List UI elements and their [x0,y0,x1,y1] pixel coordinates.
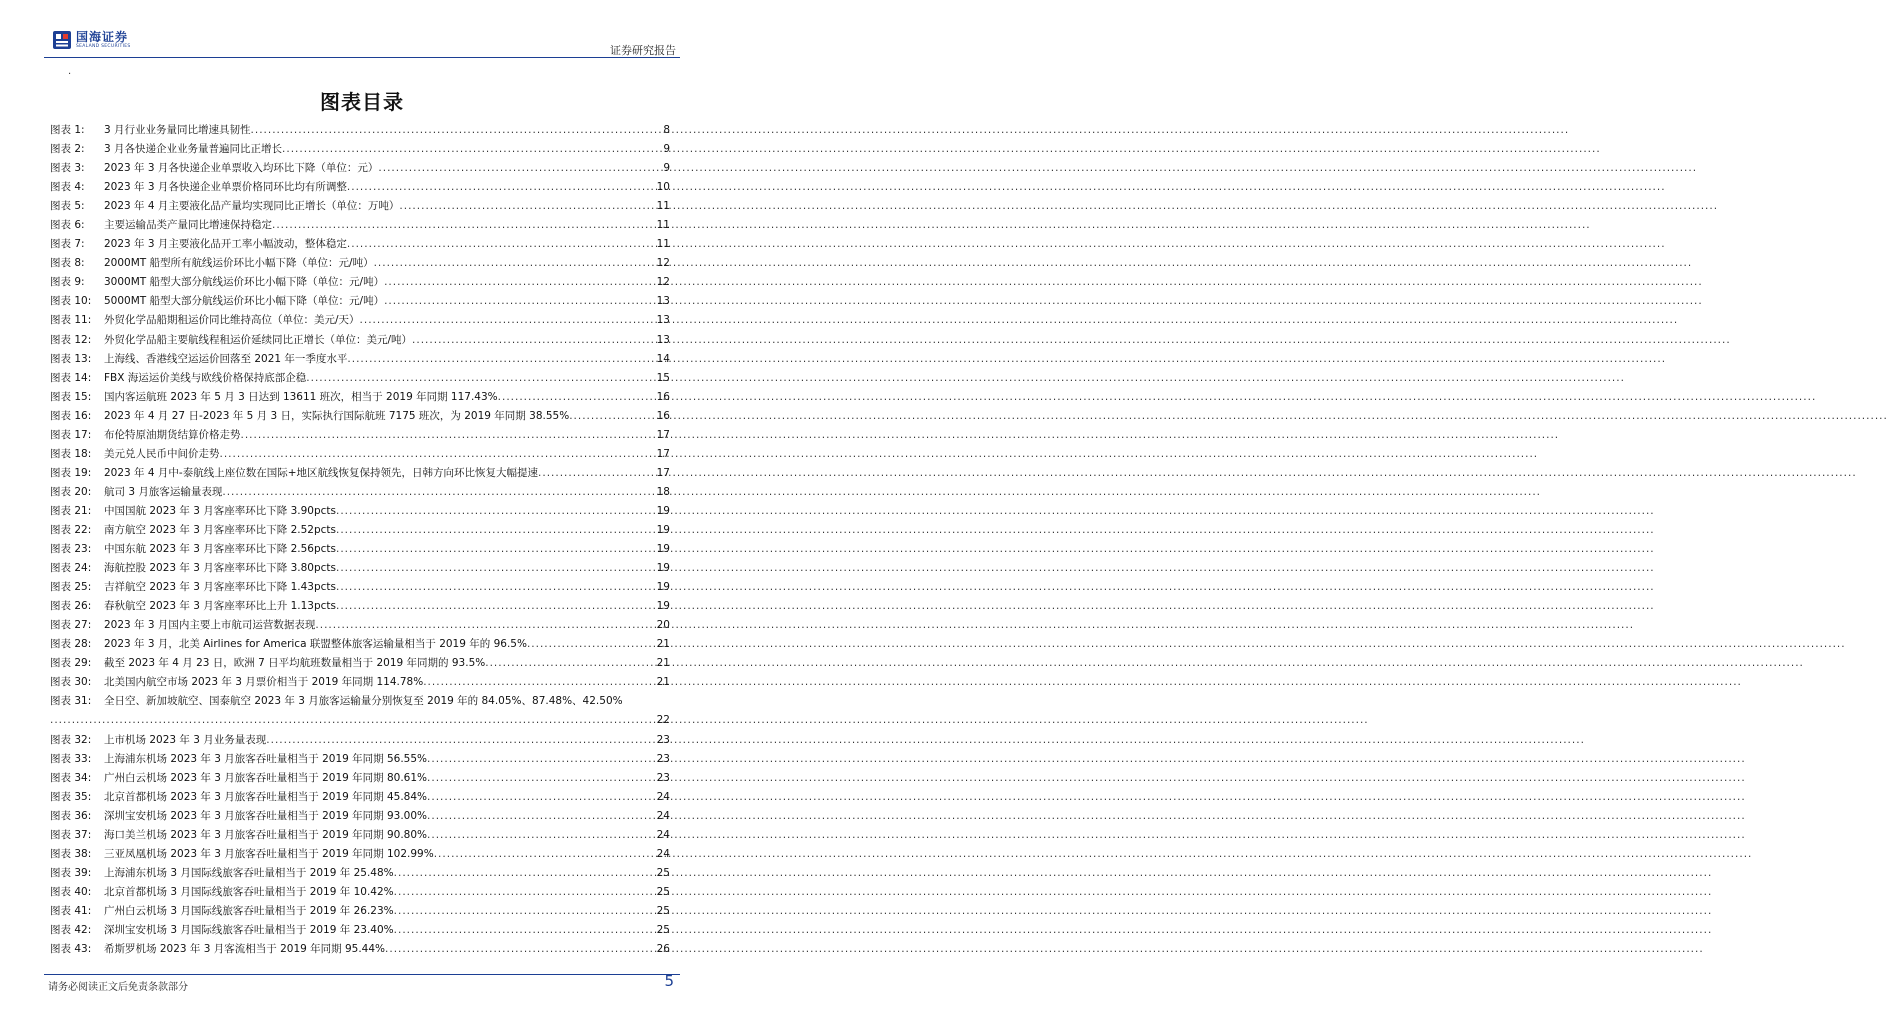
toc-entry[interactable] [50,940,670,959]
toc-entry-title: 5000MT 船型大部分航线运价环比小幅下降（单位：元/吨） [104,295,385,308]
toc-entry-title: FBX 海运运价美线与欧线价格保持底部企稳 [104,371,307,384]
toc-entry-page: 9 [663,143,670,156]
toc-entry-page: 12 [656,276,670,289]
toc-entry-title: 2023 年 4 月主要液化品产量均实现同比正增长（单位：万吨） [104,200,400,213]
toc-entry-title: 截至 2023 年 4 月 23 日，欧洲 7 日平均航班数量相当于 2019 年同期的 93.5% [104,657,486,670]
toc-entry-page: 19 [656,504,670,517]
toc-entry-label: 图表 36: [50,809,92,822]
toc-entry[interactable] [50,692,670,730]
toc-entry-label: 图表 38: [50,847,92,860]
toc-entry[interactable] [50,331,670,350]
toc-entry-title: 北美国内航空市场 2023 年 3 月票价相当于 2019 年同期 114.78% [104,676,424,689]
toc-entry-page: 18 [656,485,670,498]
toc-entry-page: 13 [656,314,670,327]
toc-entry[interactable] [50,369,670,388]
toc-entry-page: 19 [656,581,670,594]
toc-entry[interactable] [50,502,670,521]
toc-entry-title: 吉祥航空 2023 年 3 月客座率环比下降 1.43pcts [104,581,336,594]
toc-entry[interactable] [50,407,670,426]
toc-entry-label: 图表 5: [50,200,85,213]
toc-leader-dots [384,292,656,311]
toc-entry-page: 21 [656,676,670,689]
toc-entry-label: 图表 22: [50,523,92,536]
toc-entry-page: 24 [656,847,670,860]
company-logo [52,30,131,50]
toc-entry-label: 图表 1: [50,124,85,136]
toc-entry-page: 11 [656,238,670,251]
toc-entry-page: 25 [656,923,670,936]
toc-entry-title: 美元兑人民币中间价走势 [104,447,220,460]
toc-entry[interactable] [50,921,670,940]
toc-entry[interactable] [50,521,670,540]
toc-entry-label: 图表 8: [50,257,85,270]
toc-leader-dots [315,616,655,635]
report-type-label: 证券研究报告 [610,44,676,57]
toc-entry-label: 图表 11: [50,314,92,327]
toc-entry[interactable] [50,654,670,673]
toc-entry-page: 25 [656,885,670,898]
toc-entry-title: 2023 年 3 月国内主要上市航司运营数据表现 [104,619,316,632]
toc-leader-dots [220,445,656,464]
toc-entry-title: 深圳宝安机场 3 月国际线旅客吞吐量相当于 2019 年 23.40% [104,923,394,936]
toc-leader-dots [427,788,656,807]
toc-entry-page: 11 [656,200,670,213]
toc-entry-title: 2023 年 4 月 27 日-2023 年 5 月 3 日，实际执行国际航班 7175 班次，为 2019 年同期 38.55% [104,409,570,422]
toc-entry-label: 图表 37: [50,828,92,841]
toc-entry-label: 图表 30: [50,676,92,689]
toc-entry-page: 10 [656,181,670,194]
toc-entry-title: 广州白云机场 2023 年 3 月旅客吞吐量相当于 2019 年同期 80.61% [104,771,428,784]
toc-entry[interactable] [50,559,670,578]
toc-leader-dots [50,711,656,730]
footer-disclaimer: 请务必阅读正文后免责条款部分 [48,982,188,993]
toc-leader-dots [251,121,663,140]
toc-entry-page: 11 [656,219,670,232]
toc-entry-page: 13 [656,333,670,346]
toc-leader-dots [336,521,656,540]
toc-entry-page: 16 [656,409,670,422]
toc-leader-dots [378,159,662,178]
toc-leader-dots [427,750,656,769]
toc-entry-title: 春秋航空 2023 年 3 月客座率环比上升 1.13pcts [104,600,336,613]
toc-entry-page: 24 [656,790,670,803]
toc-leader-dots [427,769,656,788]
toc-entry-title: 希斯罗机场 2023 年 3 月客流相当于 2019 年同期 95.44% [104,943,386,956]
toc-leader-dots [399,197,655,216]
toc-entry[interactable] [50,616,670,635]
toc-entry-page: 22 [656,714,670,727]
toc-entry-label: 图表 7: [50,238,85,251]
toc-entry[interactable] [50,483,670,502]
toc-entry-label: 图表 26: [50,600,92,613]
toc-entry[interactable] [50,445,670,464]
toc-leader-dots [347,235,656,254]
toc-entry-page: 20 [656,619,670,632]
toc-entry[interactable] [50,254,670,273]
toc-entry-page: 19 [656,600,670,613]
toc-entry-page: 24 [656,828,670,841]
toc-entry-title: 3 月各快递企业业务量普遍同比正增长 [104,143,283,156]
toc-entry[interactable] [50,197,670,216]
toc-leader-dots [384,273,656,292]
toc-leader-dots [336,578,656,597]
toc-entry-page: 19 [656,543,670,556]
toc-leader-dots [394,921,656,940]
table-of-figures [50,121,670,959]
toc-entry-page: 17 [656,447,670,460]
toc-entry[interactable] [50,902,670,921]
toc-leader-dots [272,216,656,235]
toc-entry-label: 图表 27: [50,619,92,632]
toc-leader-dots [336,559,656,578]
toc-entry-page: 12 [656,257,670,270]
toc-entry[interactable] [50,388,670,407]
toc-entry[interactable] [50,673,670,692]
page-header [44,26,680,58]
toc-entry[interactable] [50,426,670,445]
toc-leader-dots [222,483,655,502]
toc-entry-page: 23 [656,752,670,765]
toc-entry-title: 布伦特原油期货结算价格走势 [104,428,241,441]
toc-entry[interactable] [50,121,670,140]
toc-entry[interactable] [50,750,670,769]
toc-entry-page: 19 [656,562,670,575]
toc-entry[interactable] [50,216,670,235]
toc-entry-page: 24 [656,809,670,822]
toc-leader-dots [336,502,656,521]
toc-entry[interactable] [50,864,670,883]
toc-entry-title: 2023 年 3 月，北美 Airlines for America 联盟整体旅客运输量相当于 2019 年的 96.5% [104,638,527,651]
toc-leader-dots [498,388,656,407]
toc-entry[interactable] [50,178,670,197]
toc-leader-dots [423,673,655,692]
header-divider [44,57,680,58]
toc-entry-label: 图表 10: [50,295,92,308]
toc-entry-title: 2023 年 3 月各快递企业单票价格同环比均有所调整 [104,181,347,194]
toc-entry-page: 21 [656,638,670,651]
toc-entry[interactable] [50,540,670,559]
toc-entry-label: 图表 24: [50,562,92,575]
toc-leader-dots [485,654,655,673]
toc-entry[interactable] [50,731,670,750]
toc-entry-page: 25 [656,904,670,917]
toc-entry-label: 图表 43: [50,943,92,956]
toc-entry-page: 23 [656,771,670,784]
toc-entry-page: 13 [656,295,670,308]
toc-leader-dots [527,635,656,654]
toc-entry-title: 2023 年 3 月主要液化品开工率小幅波动，整体稳定 [104,238,347,251]
toc-entry-page: 21 [656,657,670,670]
toc-entry[interactable] [50,292,670,311]
toc-entry-label: 图表 15: [50,390,92,403]
logo-mark-icon [52,30,72,50]
toc-entry[interactable] [50,311,670,330]
toc-entry-title: 北京首都机场 2023 年 3 月旅客吞吐量相当于 2019 年同期 45.84% [104,790,428,803]
toc-leader-dots [434,845,656,864]
toc-entry-label: 图表 4: [50,181,85,194]
toc-leader-dots [347,350,655,369]
toc-entry[interactable] [50,159,670,178]
toc-entry-label: 图表 40: [50,885,92,898]
toc-entry-label: 图表 9: [50,276,85,289]
toc-entry-title: 南方航空 2023 年 3 月客座率环比下降 2.52pcts [104,523,336,536]
toc-entry-title: 北京首都机场 3 月国际线旅客吞吐量相当于 2019 年 10.42% [104,885,394,898]
toc-entry[interactable] [50,140,670,159]
toc-leader-dots [306,369,655,388]
toc-leader-dots [374,254,656,273]
toc-leader-dots [282,140,662,159]
toc-entry-title: 3 月行业业务量同比增速具韧性 [104,124,251,136]
toc-entry-page: 19 [656,523,670,536]
page-title: 图表目录 [320,90,404,114]
logo-english-name: SEALAND SECURITIES [76,43,131,49]
toc-entry-label: 图表 28: [50,638,92,651]
toc-entry-title: 2023 年 4 月中-泰航线上座位数在国际+地区航线恢复保持领先，日韩方向环比恢复大幅提速 [104,466,539,479]
toc-leader-dots [427,807,656,826]
toc-entry-title: 外贸化学品船主要航线程租运价延续同比正增长（单位：美元/吨） [104,333,413,346]
toc-entry-page: 25 [656,866,670,879]
toc-leader-dots [336,540,656,559]
toc-leader-dots [360,311,656,330]
toc-entry-title: 广州白云机场 3 月国际线旅客吞吐量相当于 2019 年 26.23% [104,904,394,917]
toc-entry-label: 图表 2: [50,143,85,156]
toc-entry[interactable] [50,597,670,616]
footer-divider [44,974,680,975]
page-number: 5 [664,972,674,990]
toc-leader-dots [385,940,656,959]
toc-entry[interactable] [50,883,670,902]
toc-entry-label: 图表 34: [50,771,92,784]
toc-entry[interactable] [50,826,670,845]
toc-leader-dots [538,464,656,483]
toc-entry-label: 图表 33: [50,752,92,765]
toc-entry-title: 外贸化学品船期租运价同比维持高位（单位：美元/天） [104,314,360,327]
toc-entry-title: 上海浦东机场 2023 年 3 月旅客吞吐量相当于 2019 年同期 56.55% [104,752,428,765]
stray-dot: . [68,66,72,77]
toc-leader-dots [569,407,655,426]
toc-entry-label: 图表 3: [50,162,85,175]
toc-leader-dots [427,826,656,845]
toc-entry-label: 图表 19: [50,466,92,479]
toc-entry[interactable] [50,350,670,369]
toc-entry[interactable] [50,807,670,826]
toc-entry-title: 3000MT 船型大部分航线运价环比小幅下降（单位：元/吨） [104,276,385,289]
toc-entry-label: 图表 31: [50,695,92,708]
toc-entry-page: 17 [656,428,670,441]
toc-entry-title: 海航控股 2023 年 3 月客座率环比下降 3.80pcts [104,562,336,575]
logo-chinese-name: 国海证券 [76,29,129,44]
toc-entry-page: 9 [663,162,670,175]
toc-entry-title: 国内客运航班 2023 年 5 月 3 日达到 13611 班次，相当于 2019 年同期 117.43% [104,390,498,403]
toc-entry-title: 2000MT 船型所有航线运价环比小幅下降（单位：元/吨） [104,257,374,270]
toc-entry-page: 15 [656,371,670,384]
toc-entry-label: 图表 14: [50,371,92,384]
toc-entry-label: 图表 23: [50,543,92,556]
toc-entry-label: 图表 32: [50,733,92,746]
toc-entry[interactable] [50,788,670,807]
toc-leader-dots [241,426,656,445]
toc-entry-title: 2023 年 3 月各快递企业单票收入均环比下降（单位：元） [104,162,379,175]
toc-entry-title: 三亚凤凰机场 2023 年 3 月旅客吞吐量相当于 2019 年同期 102.99% [104,847,434,860]
toc-leader-dots [394,883,656,902]
toc-entry[interactable] [50,578,670,597]
toc-entry-label: 图表 25: [50,581,92,594]
toc-entry-title: 航司 3 月旅客运输量表现 [104,485,223,498]
toc-entry[interactable] [50,235,670,254]
toc-leader-dots [336,597,656,616]
toc-entry-label: 图表 41: [50,904,92,917]
toc-entry-page: 23 [656,733,670,746]
toc-entry-label: 图表 12: [50,333,92,346]
toc-entry[interactable] [50,464,670,483]
toc-entry-title: 中国东航 2023 年 3 月客座率环比下降 2.56pcts [104,543,336,556]
toc-entry-page: 14 [656,352,670,365]
toc-entry-title: 深圳宝安机场 2023 年 3 月旅客吞吐量相当于 2019 年同期 93.00% [104,809,428,822]
toc-entry-label: 图表 18: [50,447,92,460]
toc-entry-label: 图表 17: [50,428,92,441]
toc-entry-label: 图表 20: [50,485,92,498]
toc-entry-label: 图表 16: [50,409,92,422]
toc-entry-title: 上市机场 2023 年 3 月业务量表现 [104,733,267,746]
toc-entry-title: 上海线、香港线空运运价回落至 2021 年一季度水平 [104,352,348,365]
toc-entry-title: 上海浦东机场 3 月国际线旅客吞吐量相当于 2019 年 25.48% [104,866,394,879]
toc-entry-page: 17 [656,466,670,479]
toc-entry-label: 图表 39: [50,866,92,879]
toc-entry[interactable] [50,769,670,788]
toc-entry-page: 16 [656,390,670,403]
toc-entry-page: 26 [656,943,670,956]
toc-entry-label: 图表 6: [50,219,85,232]
toc-leader-dots [394,864,656,883]
toc-entry[interactable] [50,635,670,654]
toc-entry-label: 图表 21: [50,504,92,517]
toc-leader-dots [394,902,656,921]
toc-entry-label: 图表 42: [50,923,92,936]
toc-entry[interactable] [50,845,670,864]
toc-entry-label: 图表 35: [50,790,92,803]
toc-entry-title: 主要运输品类产量同比增速保持稳定 [104,219,272,232]
toc-entry-label: 图表 29: [50,657,92,670]
toc-entry-page: 8 [663,124,670,136]
toc-entry-title: 海口美兰机场 2023 年 3 月旅客吞吐量相当于 2019 年同期 90.80% [104,828,428,841]
toc-leader-dots [266,731,655,750]
toc-entry-label: 图表 13: [50,352,92,365]
toc-entry-title: 全日空、新加坡航空、国泰航空 2023 年 3 月旅客运输量分别恢复至 2019 年的 84.05%、87.48%、42.50% [104,695,623,708]
toc-leader-dots [412,331,656,350]
toc-entry[interactable] [50,273,670,292]
toc-entry-title: 中国国航 2023 年 3 月客座率环比下降 3.90pcts [104,504,336,517]
toc-leader-dots [347,178,656,197]
